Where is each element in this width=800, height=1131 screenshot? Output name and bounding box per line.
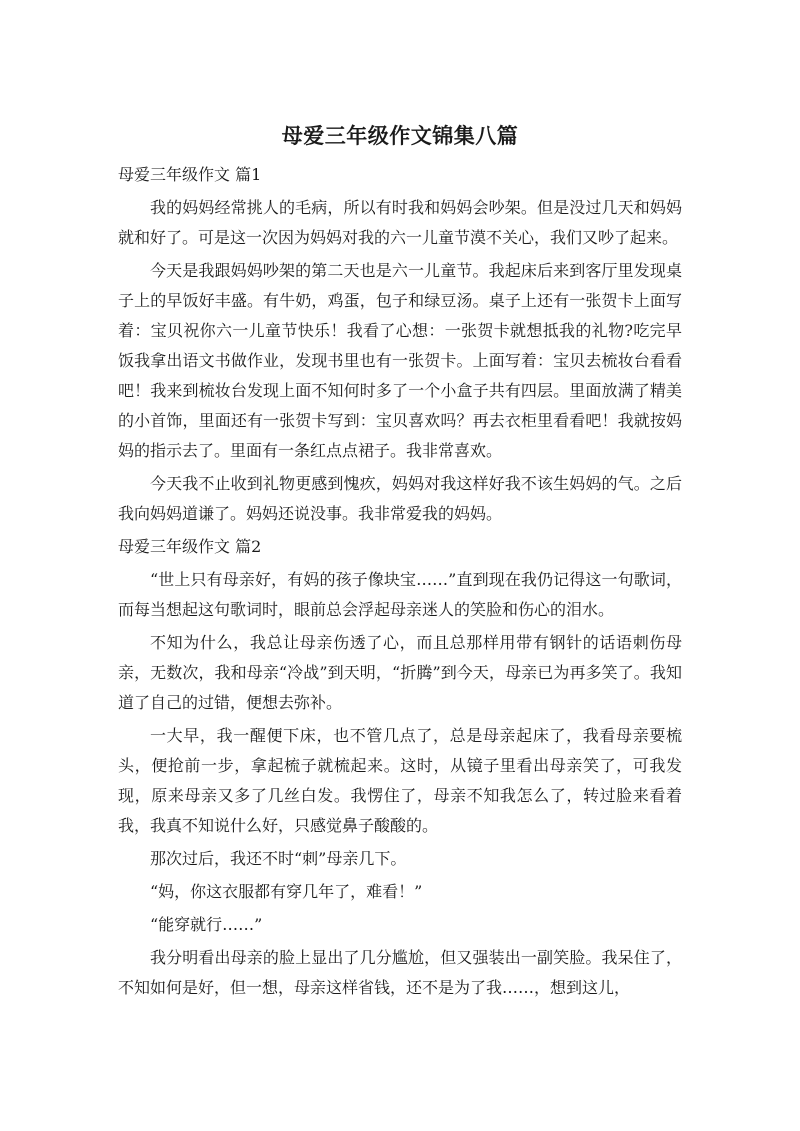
section-heading-2: 母爱三年级作文 篇2 — [118, 537, 262, 556]
paragraph: 不知为什么，我总让母亲伤透了心，而且总那样用带有钢针的话语刺伤母亲，无数次，我和母亲“冷战”到天明，“折腾”到今天，母亲已为再多笑了。我知道了自己的过错，便想去弥补。 — [118, 633, 682, 712]
paragraph: 今天是我跟妈妈吵架的第二天也是六一儿童节。我起床后来到客厅里发现桌子上的早饭好丰盛。有牛奶，鸡蛋，包子和绿豆汤。桌子上还有一张贺卡上面写着：宝贝祝你六一儿童节快乐！我看了心想：一张贺卡就想抵我的礼物?吃完早饭我拿出语文书做作业，发现书里也有一张贺卡。上面写着：宝贝去梳妆台看看吧！我来到梳妆台发现上面不知何时多了一个小盒子共有四层。里面放满了精美的小首饰，里面还有一张贺卡写到：宝贝喜欢吗？再去衣柜里看看吧！我就按妈妈的指示去了。里面有一条红点点裙子。我非常喜欢。 — [118, 261, 682, 460]
paragraph: “世上只有母亲好，有妈的孩子像块宝……”直到现在我仍记得这一句歌词，而每当想起这句歌词时，眼前总会浮起母亲迷人的笑脸和伤心的泪水。 — [118, 570, 682, 619]
paragraph: “能穿就行……” — [150, 915, 263, 934]
section-heading-1: 母爱三年级作文 篇1 — [118, 165, 262, 184]
paragraph: 今天我不止收到礼物更感到愧疚，妈妈对我这样好我不该生妈妈的气。之后我向妈妈道谦了。妈妈还说没事。我非常爱我的妈妈。 — [118, 474, 682, 523]
paragraph: “妈，你这衣服都有穿几年了，难看！” — [150, 882, 423, 901]
paragraph: 那次过后，我还不时“刺”母亲几下。 — [150, 849, 407, 868]
paragraph: 一大早，我一醒便下床，也不管几点了，总是母亲起床了，我看母亲要梳头，便抢前一步，拿起梳子就梳起来。这时，从镜子里看出母亲笑了，可我发现，原来母亲又多了几丝白发。我愣住了，母亲不知我怎么了，转过脸来看着我，我真不知说什么好，只感觉鼻子酸酸的。 — [118, 726, 682, 835]
paragraph: 我的妈妈经常挑人的毛病，所以有时我和妈妈会吵架。但是没过几天和妈妈就和好了。可是这一次因为妈妈对我的六一儿童节漠不关心，我们又吵了起来。 — [118, 198, 682, 247]
document-title: 母爱三年级作文锦集八篇 — [281, 124, 519, 148]
paragraph: 我分明看出母亲的脸上显出了几分尴尬，但又强装出一副笑脸。我呆住了，不知如何是好，但一想，母亲这样省钱，还不是为了我……，想到这儿， — [118, 948, 682, 997]
document-body — [118, 160, 682, 1006]
